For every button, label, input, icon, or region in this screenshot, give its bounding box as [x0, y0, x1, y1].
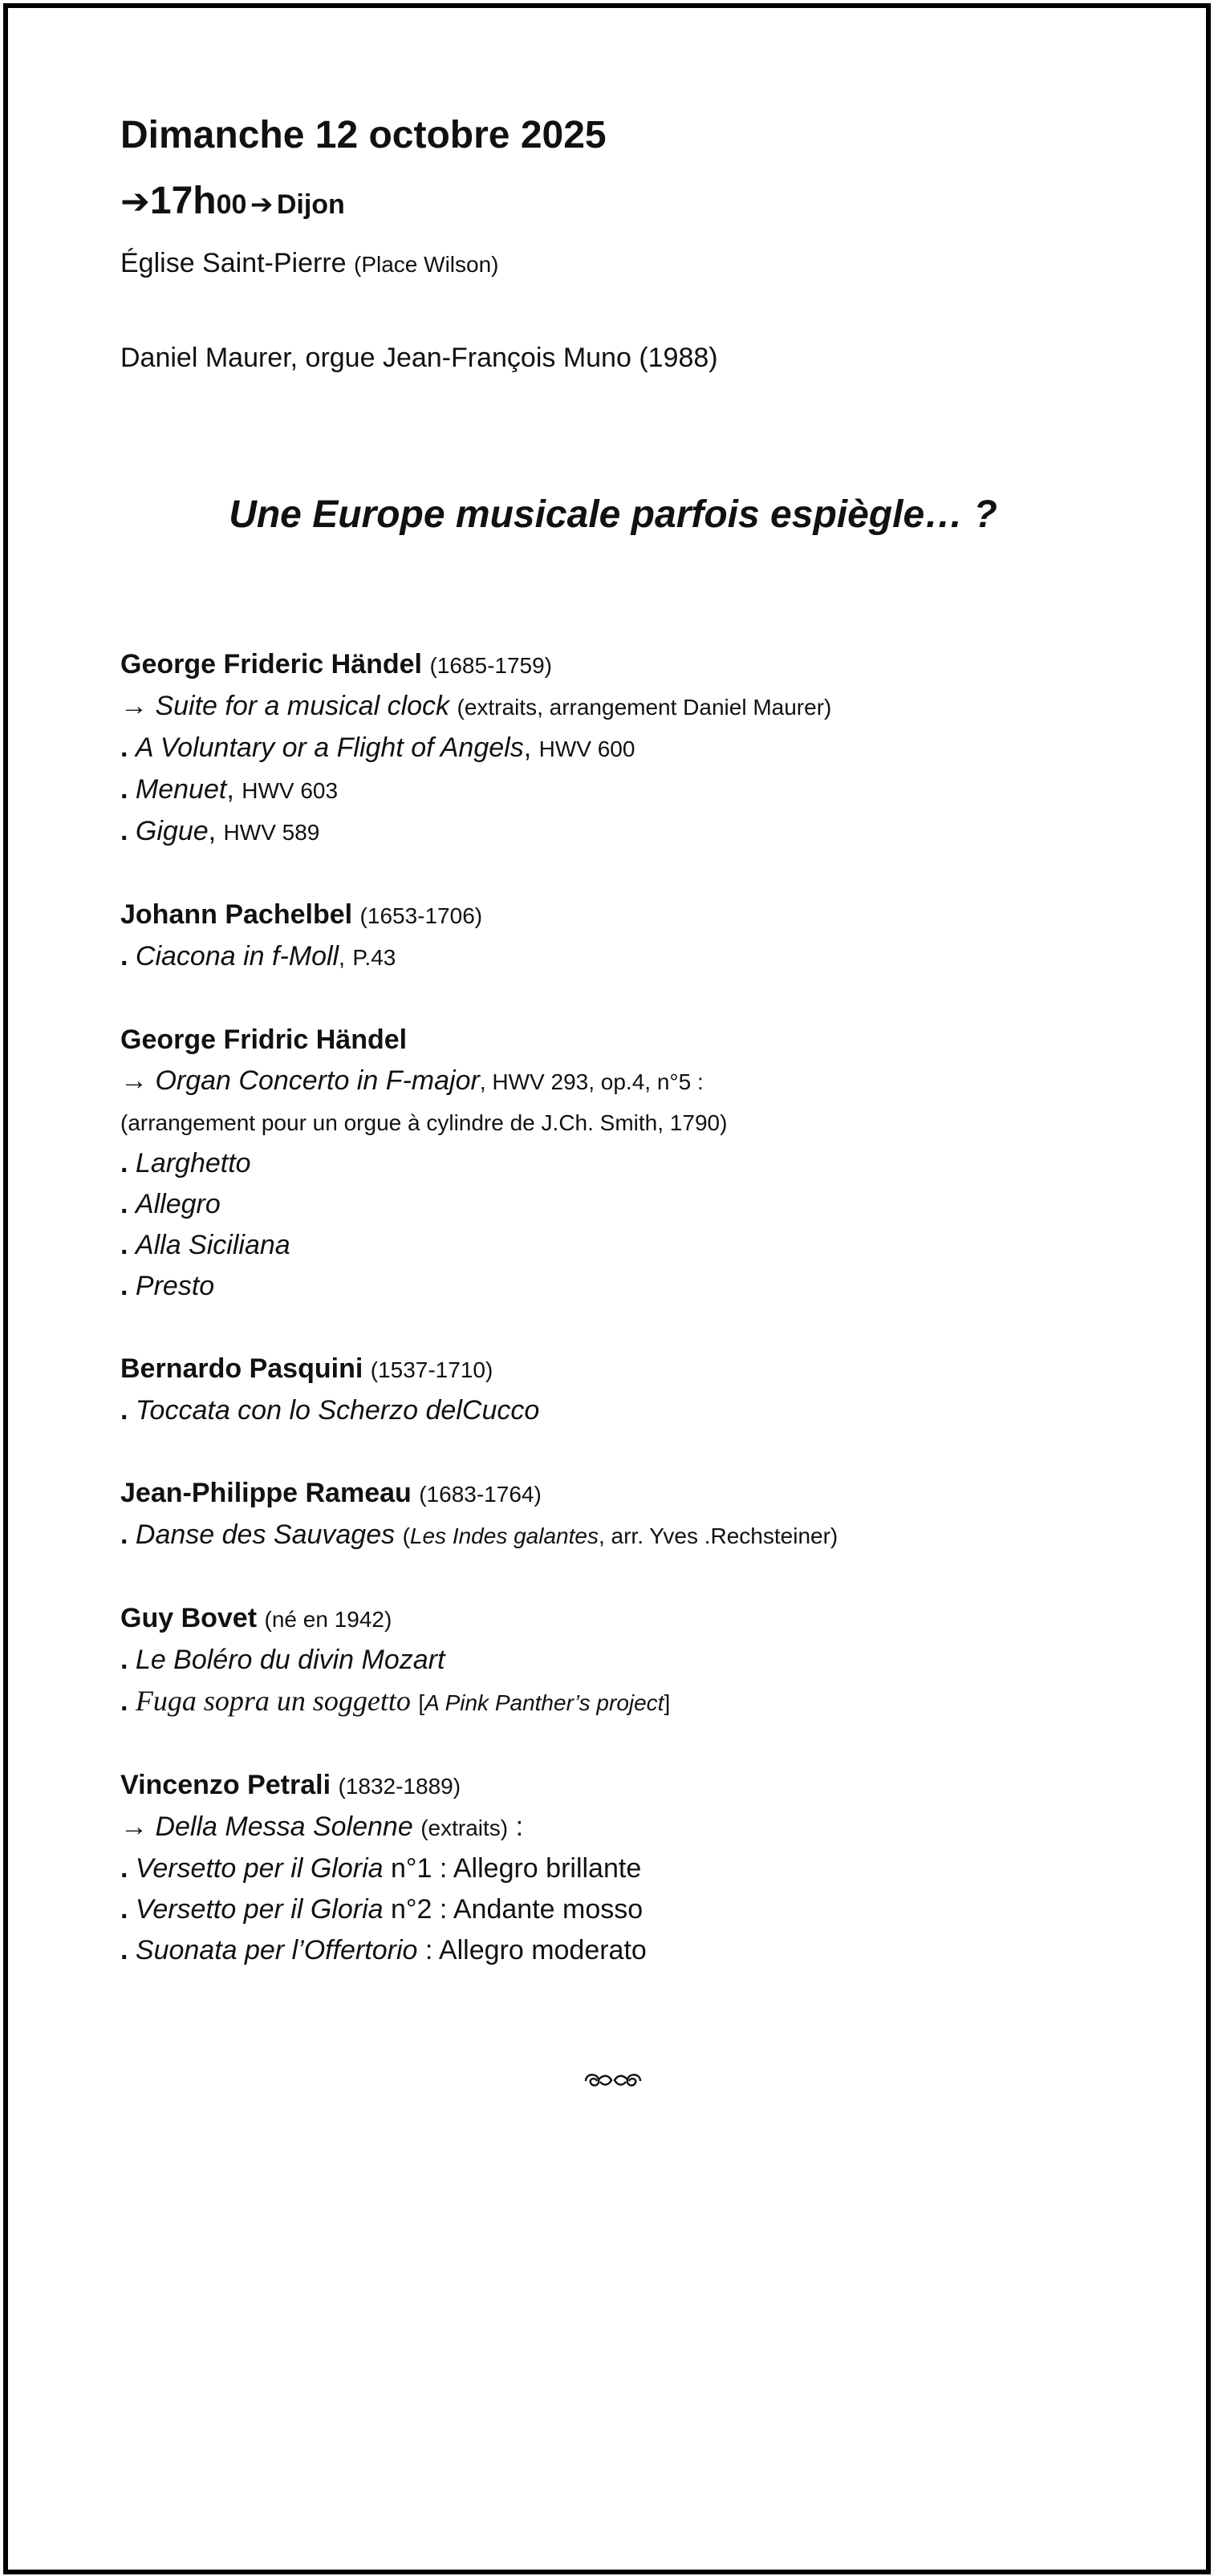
catalog-number: HWV 603 — [242, 778, 339, 803]
list-item: . Larghetto — [120, 1148, 251, 1178]
composer-dates: (né en 1942) — [264, 1607, 392, 1632]
composer-block-handel-1 — [120, 644, 1123, 853]
catalog-number: HWV 589 — [223, 820, 320, 845]
composer-dates: (1537-1710) — [370, 1357, 493, 1382]
right-arrow-icon: ➔ — [250, 189, 274, 220]
ornament-icon — [120, 2070, 1106, 2097]
composer-block-pachelbel — [120, 895, 1123, 978]
program-sheet — [120, 111, 1123, 2013]
catalog-number: P.43 — [352, 945, 396, 970]
venue — [120, 243, 1123, 285]
list-item: . Le Boléro du divin Mozart — [120, 1645, 445, 1675]
concert-title: Une Europe musicale parfois espiègle… ? — [229, 493, 997, 536]
list-item: . Toccata con lo Scherzo delCucco — [120, 1395, 540, 1426]
catalog-number: HWV 600 — [538, 736, 635, 761]
work-detail: (extraits) — [420, 1815, 509, 1840]
venue-name: Église Saint-Pierre — [120, 248, 347, 278]
composer-name: Guy Bovet — [120, 1603, 258, 1633]
work-title: Versetto per il Gloria — [135, 1894, 384, 1925]
arrangement-credit: , arr. Yves .Rechsteiner) — [598, 1523, 838, 1548]
composer-block-rameau — [120, 1473, 1123, 1556]
movement-title: Allegro — [135, 1189, 221, 1219]
concert-hour: 17h — [149, 180, 217, 222]
movement-title: Alla Siciliana — [135, 1230, 290, 1260]
composer-dates: (1653-1706) — [359, 903, 483, 928]
list-item: . Ciacona in f-Moll, P.43 — [120, 941, 396, 972]
work-title: Danse des Sauvages — [135, 1519, 396, 1550]
work-title: Suite for a musical clock — [155, 691, 450, 721]
concert-date: Dimanche 12 octobre 2025 — [120, 114, 607, 156]
right-arrow-icon: ➔ — [120, 182, 150, 221]
work-title: Ciacona in f-Moll — [135, 941, 339, 972]
composer-name: Johann Pachelbel — [120, 899, 353, 930]
tempo-marking: n°2 : Andante mosso — [391, 1894, 644, 1925]
list-item: . Menuet, HWV 603 — [120, 774, 339, 805]
work-title: Gigue — [135, 816, 209, 846]
source-work: Les Indes galantes — [409, 1523, 599, 1548]
work-title: Della Messa Solenne — [155, 1811, 413, 1842]
arrangement-note: (arrangement pour un orgue à cylindre de J.Ch. Smith, 1790) — [120, 1110, 728, 1135]
venue-address: (Place Wilson) — [354, 252, 499, 277]
composer-name: Jean-Philippe Rameau — [120, 1478, 412, 1508]
list-item: . Allegro — [120, 1189, 221, 1219]
list-item: . Versetto per il Gloria n°2 : Andante mosso — [120, 1894, 644, 1925]
composer-name: Vincenzo Petrali — [120, 1770, 331, 1800]
performer-line: Daniel Maurer, orgue Jean-François Muno (1988) — [120, 343, 718, 373]
work-title: Toccata con lo Scherzo delCucco — [135, 1395, 540, 1426]
work-title: Suonata per l’Offertorio — [135, 1935, 418, 1965]
work-title: Le Boléro du divin Mozart — [135, 1645, 445, 1675]
list-item: . Gigue, HWV 589 — [120, 816, 320, 846]
work-detail: , HWV 293, op.4, n°5 : — [479, 1069, 704, 1094]
movement-title: Presto — [135, 1271, 215, 1301]
composer-block-bovet — [120, 1598, 1123, 1723]
movement-title: Larghetto — [135, 1148, 251, 1178]
composer-dates: (1685-1759) — [429, 653, 553, 678]
composer-name: George Fridric Händel — [120, 1024, 408, 1055]
list-item: . Fuga sopra un soggetto [A Pink Panther’s project] — [120, 1685, 671, 1717]
work-title: Fuga sopra un soggetto — [135, 1685, 411, 1717]
project-note: A Pink Panther’s project — [424, 1690, 664, 1715]
list-item: . Presto — [120, 1271, 215, 1301]
list-item: . Suonata per l’Offertorio : Allegro moderato — [120, 1935, 647, 1965]
time-and-city — [120, 176, 1123, 235]
work-title: A Voluntary or a Flight of Angels — [135, 732, 524, 763]
composer-block-petrali: Vincenzo Petrali (1832-1889) → Della Messa Solenne (extraits) : . Versetto per il Gloria n°1 : Allegro brillante . Versetto per il Gloria n°2 : Andante mosso . Suonata per l’Offertorio : Allegro moderato — [120, 1765, 1123, 1971]
composer-block-pasquini — [120, 1349, 1123, 1431]
composer-block-handel-2 — [120, 1020, 1123, 1307]
tempo-marking: n°1 : Allegro brillante — [391, 1853, 642, 1884]
list-item: . Danse des Sauvages (Les Indes galantes, arr. Yves .Rechsteiner) — [120, 1519, 838, 1550]
work-title: Organ Concerto in F-major — [155, 1065, 480, 1096]
list-item: . Versetto per il Gloria n°1 : Allegro brillante — [120, 1853, 642, 1884]
program-list — [120, 644, 1123, 1971]
concert-minutes: 00 — [216, 189, 247, 220]
arrow-icon: → — [120, 1065, 148, 1096]
list-item: . A Voluntary or a Flight of Angels, HWV 600 — [120, 732, 635, 763]
composer-dates: (1683-1764) — [419, 1482, 542, 1507]
composer-name: Bernardo Pasquini — [120, 1353, 363, 1384]
work-detail: (extraits, arrangement Daniel Maurer) — [457, 695, 832, 720]
composer-name: George Frideric Händel — [120, 649, 422, 679]
list-item: . Alla Siciliana — [120, 1230, 290, 1260]
arrow-icon: → — [120, 691, 148, 721]
work-title: Menuet — [135, 774, 227, 805]
tempo-marking: : Allegro moderato — [424, 1935, 647, 1965]
work-title: Versetto per il Gloria — [135, 1853, 384, 1884]
arrow-icon: → — [120, 1811, 148, 1842]
composer-dates: (1832-1889) — [338, 1774, 461, 1799]
concert-city: Dijon — [276, 189, 345, 220]
